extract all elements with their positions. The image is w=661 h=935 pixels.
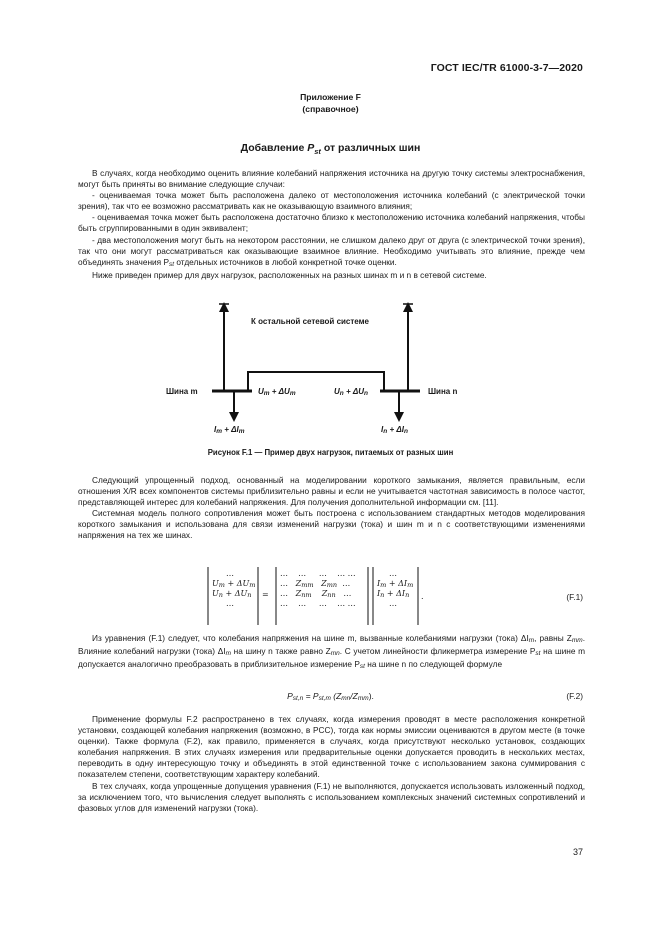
impedance-matrix: … … … … … … Zmm Zmn … … Znm Znn … … … … … … [280,569,356,608]
intro-text [78,168,585,281]
um-label: Um + ΔUm [258,387,296,397]
body-text-3 [78,714,585,814]
section-title: Добавление $P_{st}$ от различных шин [240,142,421,157]
rest-network-label: К остальной сетевой системе [251,317,370,326]
in-label: In + ΔIn [381,425,408,435]
intro-paragraph: Ниже приведен пример для двух нагрузок, расположенных на разных шинах m и n в сетевой системе. [92,269,487,280]
body-text-2 [78,633,585,672]
un-label: Un + ΔUn [334,387,369,397]
intro-list-item: - оцениваемая точка может быть расположена далеко от местоположения источника колебаний (с электрической точки зрения), так что ее возможно рассматривать как не оказывающую взаимного влияния; [78,190,585,212]
intro-list-item: - оцениваемая точка может быть расположена достаточно близко к местоположению источника колебаний напряжения, чтобы быть сгруппированными в один эквивалент; [78,212,585,234]
figure-caption: Рисунок F.1 — Пример двух нагрузок, питаемых от разных шин [207,448,454,457]
page-number: 37 [572,847,583,857]
body-paragraph: Применение формулы F.2 распространено в тех случаях, когда измерения проводят в месте расположения конкретной установки, создающей колебания напряжения (возможно, в PCC), тогда как нормы эмиссии оцениваются в другом месте (в точке оценки). Также формула (F.2), как правило, применяется в случаях, когда присутствуют несколько установок, создающих колебания напряжения. В этих случаях измерения или предварительные оценки допускается проводить в нескольких местах, переводить в одну интересующую точку и объединять в этой единственной точке с использованием закона суммирования с показателем степени, соответствующим характеру колебаний. [78,714,585,780]
annex-subtitle: (справочное) [302,104,359,114]
im-label: Im + ΔIm [214,425,245,435]
bus-n-label: Шина n [428,387,458,396]
intro-list-item: - два местоположения могут быть на некотором расстоянии, не слишком далеко друг от друга (с электрической точки зрения), так что они могут рассматриваться как оказывающие взаимное влияние. Необходимо учитывать это влияние, прежде чем объединять значения Pst отдельных источников в любой конкретной точке оценки. [78,234,585,268]
equation-f1-number: (F.1) [566,592,583,602]
body-text-1 [78,475,585,542]
equation-period: . [421,592,424,601]
body-paragraph: Системная модель полного сопротивления может быть построена с использованием стандартных методов моделирования короткого замыкания и использована для связи изменений нагрузки (тока) и шин m и n с соответствующими изменениями напряжения на тех же шинах. [78,508,585,541]
body-paragraph: В тех случаях, когда упрощенные допущения уравнения (F.1) не выполняются, допускается использовать изложенный подход, за исключением того, что вычисления следует выполнять с использованием комплексных значений системных сопротивлений и фазовых углов для изменений нагрузки (тока). [78,780,585,813]
figure-diagram [0,290,661,450]
annex-title: Приложение F [300,92,361,102]
standard-header: ГОСТ IEC/TR 61000-3-7—2020 [430,62,583,74]
load-m-arrow-icon [229,412,239,422]
equation-f2: Pst,n = Pst,m (Zmn/Zmm). [287,691,374,702]
equals-sign: = [262,590,269,599]
equation-f2-number: (F.2) [566,691,583,701]
intro-paragraph: В случаях, когда необходимо оценить влияние колебаний напряжения источника на другую точку системы электроснабжения, могут быть приняты во внимание следующие случаи: [78,168,585,190]
body-paragraph: Следующий упрощенный подход, основанный на моделировании короткого замыкания, является правильным, если отношения X/R всех компонентов системы приблизительно равны и если не учитывается частотная зависимость в полосе частот, представляющей интерес для колебаний напряжения. Для получения дополнительной информации см. [11]. [78,475,585,508]
voltage-vector: … Um + ΔUm Un + ΔUn … [212,569,256,608]
load-n-arrow-icon [394,412,404,422]
body-paragraph: Из уравнения (F.1) следует, что колебания напряжения на шине m, вызванные колебаниями нагрузки (тока) ΔIm, равны Zmm. Влияние колебаний нагрузки (тока) ΔIm на шину n также равно Zmn. С учетом линейности фликерметра измерение Pst на шине m допускается аналогично преобразовать в приблизительное измерение Pst на шине n по следующей формуле [78,633,585,671]
current-vector: … Im + ΔIm In + ΔIn … [377,569,414,608]
bus-m-label: Шина m [166,387,198,396]
